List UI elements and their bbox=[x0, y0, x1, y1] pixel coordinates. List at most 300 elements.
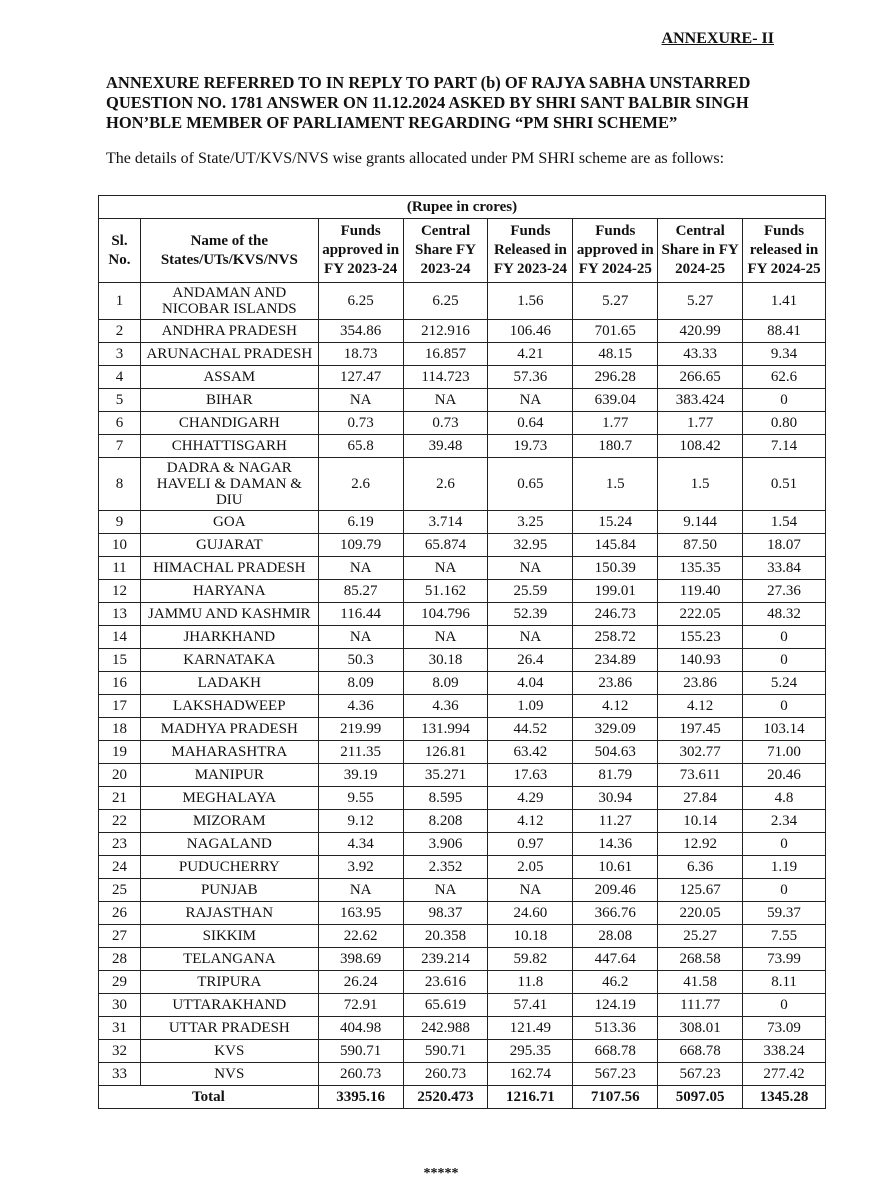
state-name-cell: HARYANA bbox=[140, 580, 318, 603]
released-2023-24-cell: 11.8 bbox=[488, 971, 573, 994]
document-heading bbox=[106, 73, 826, 133]
central-2023-24-cell: 30.18 bbox=[403, 649, 488, 672]
approved-2024-25-cell: 513.36 bbox=[573, 1017, 658, 1040]
central-2023-24-cell: 51.162 bbox=[403, 580, 488, 603]
released-2023-24-cell: 106.46 bbox=[488, 320, 573, 343]
central-2024-25-cell: 302.77 bbox=[658, 741, 743, 764]
central-2024-25-cell: 420.99 bbox=[658, 320, 743, 343]
released-2024-25-cell: 0.80 bbox=[743, 412, 826, 435]
central-2024-25-cell: 12.92 bbox=[658, 833, 743, 856]
sl-no-cell: 13 bbox=[99, 603, 141, 626]
total-cell: 1216.71 bbox=[488, 1086, 573, 1109]
total-cell: 5097.05 bbox=[658, 1086, 743, 1109]
central-2024-25-cell: 111.77 bbox=[658, 994, 743, 1017]
central-2024-25-cell: 567.23 bbox=[658, 1063, 743, 1086]
released-2024-25-cell: 277.42 bbox=[743, 1063, 826, 1086]
central-2023-24-cell: 0.73 bbox=[403, 412, 488, 435]
table-row bbox=[99, 458, 826, 511]
table-row bbox=[99, 925, 826, 948]
table-row bbox=[99, 672, 826, 695]
central-2024-25-cell: 4.12 bbox=[658, 695, 743, 718]
table-row bbox=[99, 971, 826, 994]
approved-2024-25-cell: 296.28 bbox=[573, 366, 658, 389]
released-2024-25-cell: 338.24 bbox=[743, 1040, 826, 1063]
released-2023-24-cell: NA bbox=[488, 389, 573, 412]
state-name-cell: CHHATTISGARH bbox=[140, 435, 318, 458]
approved-2023-24-cell: 590.71 bbox=[318, 1040, 403, 1063]
released-2023-24-cell: 24.60 bbox=[488, 902, 573, 925]
sl-no-cell: 30 bbox=[99, 994, 141, 1017]
approved-2024-25-cell: 329.09 bbox=[573, 718, 658, 741]
central-2024-25-cell: 220.05 bbox=[658, 902, 743, 925]
approved-2024-25-cell: 209.46 bbox=[573, 879, 658, 902]
sl-no-cell: 6 bbox=[99, 412, 141, 435]
total-row bbox=[99, 1086, 826, 1109]
released-2023-24-cell: 10.18 bbox=[488, 925, 573, 948]
approved-2023-24-cell: 260.73 bbox=[318, 1063, 403, 1086]
approved-2024-25-cell: 11.27 bbox=[573, 810, 658, 833]
sl-no-cell: 8 bbox=[99, 458, 141, 511]
sl-no-cell: 5 bbox=[99, 389, 141, 412]
total-cell: 2520.473 bbox=[403, 1086, 488, 1109]
state-name-cell: CHANDIGARH bbox=[140, 412, 318, 435]
approved-2023-24-cell: 50.3 bbox=[318, 649, 403, 672]
released-2023-24-cell: 17.63 bbox=[488, 764, 573, 787]
released-2024-25-cell: 0 bbox=[743, 994, 826, 1017]
approved-2023-24-cell: 18.73 bbox=[318, 343, 403, 366]
released-2024-25-cell: 5.24 bbox=[743, 672, 826, 695]
approved-2023-24-cell: 404.98 bbox=[318, 1017, 403, 1040]
released-2024-25-cell: 0 bbox=[743, 695, 826, 718]
table-row bbox=[99, 1040, 826, 1063]
released-2024-25-cell: 73.99 bbox=[743, 948, 826, 971]
table-row bbox=[99, 557, 826, 580]
heading-line: HON’BLE MEMBER OF PARLIAMENT REGARDING “PM SHRI SCHEME” bbox=[106, 113, 678, 132]
state-name-cell: MANIPUR bbox=[140, 764, 318, 787]
central-2023-24-cell: NA bbox=[403, 626, 488, 649]
sl-no-cell: 1 bbox=[99, 283, 141, 320]
released-2023-24-cell: 2.05 bbox=[488, 856, 573, 879]
central-2023-24-cell: 20.358 bbox=[403, 925, 488, 948]
central-2023-24-cell: 35.271 bbox=[403, 764, 488, 787]
released-2024-25-cell: 0 bbox=[743, 833, 826, 856]
approved-2024-25-cell: 46.2 bbox=[573, 971, 658, 994]
table-row bbox=[99, 994, 826, 1017]
total-cell: 3395.16 bbox=[318, 1086, 403, 1109]
state-name-cell: BIHAR bbox=[140, 389, 318, 412]
approved-2023-24-cell: 72.91 bbox=[318, 994, 403, 1017]
heading-line: QUESTION NO. 1781 ANSWER ON 11.12.2024 ASKED BY SHRI SANT BALBIR SINGH bbox=[106, 93, 749, 112]
sl-no-cell: 11 bbox=[99, 557, 141, 580]
header-row bbox=[99, 219, 826, 283]
approved-2024-25-cell: 199.01 bbox=[573, 580, 658, 603]
released-2024-25-cell: 8.11 bbox=[743, 971, 826, 994]
table-body bbox=[99, 283, 826, 1086]
released-2024-25-cell: 73.09 bbox=[743, 1017, 826, 1040]
approved-2024-25-cell: 81.79 bbox=[573, 764, 658, 787]
approved-2024-25-cell: 701.65 bbox=[573, 320, 658, 343]
state-name-cell: TELANGANA bbox=[140, 948, 318, 971]
col-header-approved-2024-25: Funds approved in FY 2024-25 bbox=[573, 219, 658, 283]
central-2023-24-cell: 8.09 bbox=[403, 672, 488, 695]
released-2023-24-cell: 26.4 bbox=[488, 649, 573, 672]
col-header-released-2024-25: Funds released in FY 2024-25 bbox=[743, 219, 826, 283]
table-row bbox=[99, 810, 826, 833]
state-name-cell: SIKKIM bbox=[140, 925, 318, 948]
state-name-cell: RAJASTHAN bbox=[140, 902, 318, 925]
released-2023-24-cell: 25.59 bbox=[488, 580, 573, 603]
state-name-cell: JAMMU AND KASHMIR bbox=[140, 603, 318, 626]
central-2023-24-cell: 590.71 bbox=[403, 1040, 488, 1063]
central-2024-25-cell: 5.27 bbox=[658, 283, 743, 320]
central-2023-24-cell: 260.73 bbox=[403, 1063, 488, 1086]
col-header-name: Name of the States/UTs/KVS/NVS bbox=[140, 219, 318, 283]
table-row bbox=[99, 649, 826, 672]
released-2023-24-cell: NA bbox=[488, 557, 573, 580]
central-2024-25-cell: 383.424 bbox=[658, 389, 743, 412]
table-row bbox=[99, 833, 826, 856]
central-2023-24-cell: 2.6 bbox=[403, 458, 488, 511]
released-2023-24-cell: NA bbox=[488, 879, 573, 902]
central-2024-25-cell: 155.23 bbox=[658, 626, 743, 649]
approved-2024-25-cell: 1.5 bbox=[573, 458, 658, 511]
approved-2023-24-cell: 39.19 bbox=[318, 764, 403, 787]
central-2023-24-cell: 131.994 bbox=[403, 718, 488, 741]
approved-2024-25-cell: 447.64 bbox=[573, 948, 658, 971]
state-name-cell: GUJARAT bbox=[140, 534, 318, 557]
released-2024-25-cell: 0 bbox=[743, 649, 826, 672]
approved-2024-25-cell: 48.15 bbox=[573, 343, 658, 366]
released-2023-24-cell: 4.12 bbox=[488, 810, 573, 833]
central-2023-24-cell: 4.36 bbox=[403, 695, 488, 718]
state-name-cell: UTTARAKHAND bbox=[140, 994, 318, 1017]
central-2024-25-cell: 25.27 bbox=[658, 925, 743, 948]
approved-2023-24-cell: 4.34 bbox=[318, 833, 403, 856]
approved-2024-25-cell: 14.36 bbox=[573, 833, 658, 856]
central-2023-24-cell: 126.81 bbox=[403, 741, 488, 764]
released-2024-25-cell: 9.34 bbox=[743, 343, 826, 366]
approved-2023-24-cell: 85.27 bbox=[318, 580, 403, 603]
state-name-cell: ANDHRA PRADESH bbox=[140, 320, 318, 343]
released-2024-25-cell: 18.07 bbox=[743, 534, 826, 557]
central-2023-24-cell: 104.796 bbox=[403, 603, 488, 626]
approved-2024-25-cell: 23.86 bbox=[573, 672, 658, 695]
approved-2024-25-cell: 28.08 bbox=[573, 925, 658, 948]
table-row bbox=[99, 695, 826, 718]
table-row bbox=[99, 902, 826, 925]
released-2023-24-cell: 295.35 bbox=[488, 1040, 573, 1063]
table-row bbox=[99, 718, 826, 741]
table-row bbox=[99, 787, 826, 810]
released-2023-24-cell: 0.65 bbox=[488, 458, 573, 511]
central-2024-25-cell: 268.58 bbox=[658, 948, 743, 971]
released-2024-25-cell: 33.84 bbox=[743, 557, 826, 580]
released-2023-24-cell: 121.49 bbox=[488, 1017, 573, 1040]
central-2024-25-cell: 108.42 bbox=[658, 435, 743, 458]
sl-no-cell: 31 bbox=[99, 1017, 141, 1040]
sl-no-cell: 15 bbox=[99, 649, 141, 672]
state-name-cell: KVS bbox=[140, 1040, 318, 1063]
sl-no-cell: 18 bbox=[99, 718, 141, 741]
released-2024-25-cell: 1.19 bbox=[743, 856, 826, 879]
table-row bbox=[99, 603, 826, 626]
released-2023-24-cell: 57.36 bbox=[488, 366, 573, 389]
approved-2023-24-cell: 211.35 bbox=[318, 741, 403, 764]
approved-2023-24-cell: 116.44 bbox=[318, 603, 403, 626]
central-2024-25-cell: 43.33 bbox=[658, 343, 743, 366]
state-name-cell: GOA bbox=[140, 511, 318, 534]
state-name-cell: ANDAMAN AND NICOBAR ISLANDS bbox=[140, 283, 318, 320]
central-2023-24-cell: 98.37 bbox=[403, 902, 488, 925]
col-header-approved-2023-24: Funds approved in FY 2023-24 bbox=[318, 219, 403, 283]
approved-2023-24-cell: 65.8 bbox=[318, 435, 403, 458]
state-name-cell: PUDUCHERRY bbox=[140, 856, 318, 879]
approved-2024-25-cell: 639.04 bbox=[573, 389, 658, 412]
approved-2023-24-cell: 9.12 bbox=[318, 810, 403, 833]
released-2023-24-cell: 57.41 bbox=[488, 994, 573, 1017]
central-2023-24-cell: 39.48 bbox=[403, 435, 488, 458]
table-row bbox=[99, 580, 826, 603]
state-name-cell: NAGALAND bbox=[140, 833, 318, 856]
sl-no-cell: 23 bbox=[99, 833, 141, 856]
table-row bbox=[99, 283, 826, 320]
state-name-cell: PUNJAB bbox=[140, 879, 318, 902]
approved-2023-24-cell: 219.99 bbox=[318, 718, 403, 741]
central-2024-25-cell: 308.01 bbox=[658, 1017, 743, 1040]
central-2024-25-cell: 266.65 bbox=[658, 366, 743, 389]
table-row bbox=[99, 764, 826, 787]
approved-2024-25-cell: 668.78 bbox=[573, 1040, 658, 1063]
approved-2024-25-cell: 145.84 bbox=[573, 534, 658, 557]
central-2023-24-cell: 8.208 bbox=[403, 810, 488, 833]
annexure-label: ANNEXURE- II bbox=[661, 30, 774, 47]
released-2024-25-cell: 7.14 bbox=[743, 435, 826, 458]
state-name-cell: DADRA & NAGAR HAVELI & DAMAN & DIU bbox=[140, 458, 318, 511]
released-2024-25-cell: 71.00 bbox=[743, 741, 826, 764]
approved-2023-24-cell: 6.19 bbox=[318, 511, 403, 534]
approved-2023-24-cell: 163.95 bbox=[318, 902, 403, 925]
central-2024-25-cell: 140.93 bbox=[658, 649, 743, 672]
state-name-cell: KARNATAKA bbox=[140, 649, 318, 672]
table-row bbox=[99, 366, 826, 389]
central-2024-25-cell: 125.67 bbox=[658, 879, 743, 902]
state-name-cell: ASSAM bbox=[140, 366, 318, 389]
central-2023-24-cell: 212.916 bbox=[403, 320, 488, 343]
sl-no-cell: 2 bbox=[99, 320, 141, 343]
released-2023-24-cell: 0.64 bbox=[488, 412, 573, 435]
approved-2024-25-cell: 180.7 bbox=[573, 435, 658, 458]
central-2023-24-cell: 114.723 bbox=[403, 366, 488, 389]
unit-row bbox=[99, 196, 826, 219]
table-row bbox=[99, 320, 826, 343]
approved-2023-24-cell: 398.69 bbox=[318, 948, 403, 971]
approved-2023-24-cell: NA bbox=[318, 389, 403, 412]
released-2024-25-cell: 0 bbox=[743, 626, 826, 649]
sl-no-cell: 22 bbox=[99, 810, 141, 833]
sl-no-cell: 3 bbox=[99, 343, 141, 366]
sl-no-cell: 24 bbox=[99, 856, 141, 879]
central-2024-25-cell: 1.5 bbox=[658, 458, 743, 511]
released-2023-24-cell: 162.74 bbox=[488, 1063, 573, 1086]
table-row bbox=[99, 343, 826, 366]
released-2024-25-cell: 103.14 bbox=[743, 718, 826, 741]
released-2023-24-cell: 1.56 bbox=[488, 283, 573, 320]
approved-2023-24-cell: 354.86 bbox=[318, 320, 403, 343]
released-2024-25-cell: 2.34 bbox=[743, 810, 826, 833]
approved-2023-24-cell: NA bbox=[318, 626, 403, 649]
approved-2024-25-cell: 258.72 bbox=[573, 626, 658, 649]
released-2024-25-cell: 59.37 bbox=[743, 902, 826, 925]
central-2023-24-cell: NA bbox=[403, 557, 488, 580]
approved-2024-25-cell: 124.19 bbox=[573, 994, 658, 1017]
state-name-cell: MAHARASHTRA bbox=[140, 741, 318, 764]
grants-table bbox=[98, 195, 826, 1109]
released-2023-24-cell: 0.97 bbox=[488, 833, 573, 856]
released-2023-24-cell: 4.21 bbox=[488, 343, 573, 366]
central-2023-24-cell: 3.714 bbox=[403, 511, 488, 534]
released-2023-24-cell: 19.73 bbox=[488, 435, 573, 458]
sl-no-cell: 17 bbox=[99, 695, 141, 718]
sl-no-cell: 14 bbox=[99, 626, 141, 649]
approved-2024-25-cell: 15.24 bbox=[573, 511, 658, 534]
end-marker: ***** bbox=[423, 1166, 459, 1181]
central-2024-25-cell: 41.58 bbox=[658, 971, 743, 994]
approved-2023-24-cell: 109.79 bbox=[318, 534, 403, 557]
central-2024-25-cell: 119.40 bbox=[658, 580, 743, 603]
central-2024-25-cell: 1.77 bbox=[658, 412, 743, 435]
table-row bbox=[99, 879, 826, 902]
approved-2023-24-cell: 8.09 bbox=[318, 672, 403, 695]
approved-2024-25-cell: 366.76 bbox=[573, 902, 658, 925]
approved-2024-25-cell: 1.77 bbox=[573, 412, 658, 435]
central-2023-24-cell: 242.988 bbox=[403, 1017, 488, 1040]
approved-2023-24-cell: 2.6 bbox=[318, 458, 403, 511]
table-row bbox=[99, 741, 826, 764]
central-2024-25-cell: 668.78 bbox=[658, 1040, 743, 1063]
sl-no-cell: 32 bbox=[99, 1040, 141, 1063]
state-name-cell: LAKSHADWEEP bbox=[140, 695, 318, 718]
sl-no-cell: 4 bbox=[99, 366, 141, 389]
approved-2024-25-cell: 567.23 bbox=[573, 1063, 658, 1086]
sl-no-cell: 10 bbox=[99, 534, 141, 557]
central-2024-25-cell: 222.05 bbox=[658, 603, 743, 626]
sl-no-cell: 19 bbox=[99, 741, 141, 764]
unit-note: (Rupee in crores) bbox=[99, 196, 826, 219]
approved-2023-24-cell: NA bbox=[318, 557, 403, 580]
state-name-cell: MIZORAM bbox=[140, 810, 318, 833]
released-2024-25-cell: 20.46 bbox=[743, 764, 826, 787]
sl-no-cell: 27 bbox=[99, 925, 141, 948]
state-name-cell: MADHYA PRADESH bbox=[140, 718, 318, 741]
central-2023-24-cell: 8.595 bbox=[403, 787, 488, 810]
approved-2023-24-cell: 4.36 bbox=[318, 695, 403, 718]
total-cell: 1345.28 bbox=[743, 1086, 826, 1109]
central-2024-25-cell: 27.84 bbox=[658, 787, 743, 810]
released-2023-24-cell: 44.52 bbox=[488, 718, 573, 741]
table-row bbox=[99, 435, 826, 458]
state-name-cell: LADAKH bbox=[140, 672, 318, 695]
central-2024-25-cell: 197.45 bbox=[658, 718, 743, 741]
central-2023-24-cell: 2.352 bbox=[403, 856, 488, 879]
table-row bbox=[99, 389, 826, 412]
approved-2024-25-cell: 150.39 bbox=[573, 557, 658, 580]
table-row bbox=[99, 511, 826, 534]
approved-2024-25-cell: 4.12 bbox=[573, 695, 658, 718]
approved-2023-24-cell: NA bbox=[318, 879, 403, 902]
central-2024-25-cell: 87.50 bbox=[658, 534, 743, 557]
sl-no-cell: 20 bbox=[99, 764, 141, 787]
central-2023-24-cell: NA bbox=[403, 879, 488, 902]
approved-2024-25-cell: 5.27 bbox=[573, 283, 658, 320]
released-2023-24-cell: 1.09 bbox=[488, 695, 573, 718]
sl-no-cell: 33 bbox=[99, 1063, 141, 1086]
total-label: Total bbox=[99, 1086, 319, 1109]
approved-2023-24-cell: 127.47 bbox=[318, 366, 403, 389]
sl-no-cell: 25 bbox=[99, 879, 141, 902]
table-row bbox=[99, 534, 826, 557]
released-2023-24-cell: NA bbox=[488, 626, 573, 649]
state-name-cell: HIMACHAL PRADESH bbox=[140, 557, 318, 580]
approved-2024-25-cell: 234.89 bbox=[573, 649, 658, 672]
central-2023-24-cell: 65.619 bbox=[403, 994, 488, 1017]
central-2024-25-cell: 6.36 bbox=[658, 856, 743, 879]
approved-2023-24-cell: 26.24 bbox=[318, 971, 403, 994]
released-2023-24-cell: 4.29 bbox=[488, 787, 573, 810]
central-2024-25-cell: 135.35 bbox=[658, 557, 743, 580]
state-name-cell: ARUNACHAL PRADESH bbox=[140, 343, 318, 366]
central-2023-24-cell: 3.906 bbox=[403, 833, 488, 856]
state-name-cell: JHARKHAND bbox=[140, 626, 318, 649]
central-2024-25-cell: 10.14 bbox=[658, 810, 743, 833]
approved-2024-25-cell: 30.94 bbox=[573, 787, 658, 810]
released-2023-24-cell: 59.82 bbox=[488, 948, 573, 971]
central-2023-24-cell: NA bbox=[403, 389, 488, 412]
released-2023-24-cell: 32.95 bbox=[488, 534, 573, 557]
central-2024-25-cell: 9.144 bbox=[658, 511, 743, 534]
table-row bbox=[99, 1017, 826, 1040]
sl-no-cell: 28 bbox=[99, 948, 141, 971]
released-2023-24-cell: 3.25 bbox=[488, 511, 573, 534]
released-2024-25-cell: 0 bbox=[743, 389, 826, 412]
sl-no-cell: 16 bbox=[99, 672, 141, 695]
released-2024-25-cell: 4.8 bbox=[743, 787, 826, 810]
approved-2023-24-cell: 3.92 bbox=[318, 856, 403, 879]
intro-text: The details of State/UT/KVS/NVS wise grants allocated under PM SHRI scheme are as follows: bbox=[106, 150, 725, 167]
released-2024-25-cell: 0 bbox=[743, 879, 826, 902]
released-2024-25-cell: 1.54 bbox=[743, 511, 826, 534]
central-2023-24-cell: 65.874 bbox=[403, 534, 488, 557]
total-cell: 7107.56 bbox=[573, 1086, 658, 1109]
released-2024-25-cell: 48.32 bbox=[743, 603, 826, 626]
central-2024-25-cell: 73.611 bbox=[658, 764, 743, 787]
heading-line: ANNEXURE REFERRED TO IN REPLY TO PART (b) OF RAJYA SABHA UNSTARRED bbox=[106, 73, 751, 92]
released-2024-25-cell: 27.36 bbox=[743, 580, 826, 603]
state-name-cell: NVS bbox=[140, 1063, 318, 1086]
central-2023-24-cell: 16.857 bbox=[403, 343, 488, 366]
approved-2024-25-cell: 10.61 bbox=[573, 856, 658, 879]
sl-no-cell: 29 bbox=[99, 971, 141, 994]
state-name-cell: TRIPURA bbox=[140, 971, 318, 994]
table-row bbox=[99, 412, 826, 435]
released-2024-25-cell: 1.41 bbox=[743, 283, 826, 320]
approved-2023-24-cell: 9.55 bbox=[318, 787, 403, 810]
central-2024-25-cell: 23.86 bbox=[658, 672, 743, 695]
col-header-sl-no: Sl. No. bbox=[99, 219, 141, 283]
released-2023-24-cell: 52.39 bbox=[488, 603, 573, 626]
released-2024-25-cell: 62.6 bbox=[743, 366, 826, 389]
table-row bbox=[99, 856, 826, 879]
released-2024-25-cell: 0.51 bbox=[743, 458, 826, 511]
